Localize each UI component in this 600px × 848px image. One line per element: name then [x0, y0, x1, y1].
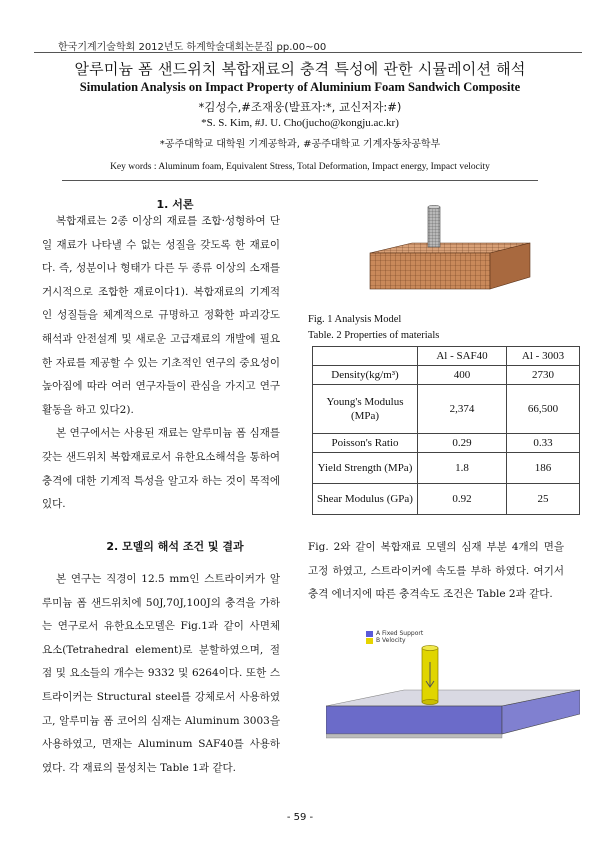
table-cell: 2730	[507, 366, 580, 385]
table-cell: 66,500	[507, 385, 580, 434]
table-header-cell: Al - SAF40	[418, 347, 507, 366]
intro-paragraph-1: 복합재료는 2종 이상의 재료를 조합·성형하여 단일 재료가 나타낼 수 없는 성질을 갖도록 한 재료이다. 즉, 성분이나 형태가 다른 두 종류 이상의 소재를 거시적으로 조합한 재료이다1). 복합재료의 기계적인 성질들을 체계적으로 규명하고 정확한 파괴강도 해석과 안전설계 및 새로운 고급재료의 개발에 필요한 자료를 제공할 수 있는 기초적인 연구의 중요성이 높아짐에 따라 여러 연구자들이 관심을 가지고 연구 활동을 하고 있다2).	[42, 215, 280, 416]
figure-1-analysis-model	[330, 205, 570, 305]
table-row-label: Poisson's Ratio	[313, 434, 418, 453]
intro-body	[42, 210, 280, 517]
page-number: - 59 -	[286, 812, 314, 823]
right-column-body	[308, 536, 564, 607]
table-cell: 0.33	[507, 434, 580, 453]
figure-1-caption: Fig. 1 Analysis Model	[308, 314, 402, 325]
panel-front-face	[370, 253, 490, 289]
table-row	[313, 366, 580, 385]
table-cell: 2,374	[418, 385, 507, 434]
legend-letter: B	[376, 637, 381, 644]
table-row	[313, 385, 580, 434]
table-row	[313, 484, 580, 515]
table-row	[313, 453, 580, 484]
authors-english: *S. S. Kim, #J. U. Cho(jucho@kongju.ac.kr)	[201, 117, 399, 129]
title-english: Simulation Analysis on Impact Property of Aluminium Foam Sandwich Composite	[79, 80, 521, 94]
table-cell: 0.92	[418, 484, 507, 515]
legend-swatch	[366, 631, 373, 637]
table-row-label: Young's Modulus (MPa)	[313, 385, 418, 434]
intro-paragraph-2: 본 연구에서는 사용된 재료는 알루미늄 폼 심재를 갖는 샌드위치 복합재료로서 유한요소해석을 통하여 충격에 대한 기계적 특성을 알고자 하는 것이 목적에 있다.	[42, 427, 280, 511]
table-cell: 400	[418, 366, 507, 385]
header-rule	[34, 52, 582, 53]
legend-label: Fixed Support	[382, 630, 424, 637]
keywords-rule	[62, 180, 538, 181]
properties-table	[312, 346, 580, 515]
figure-2-boundary-conditions	[326, 640, 580, 756]
striker-top	[428, 205, 440, 209]
keywords: Key words : Aluminum foam, Equivalent Stress, Total Deformation, Impact energy, Impact velocity	[110, 162, 490, 172]
title-korean: 알루미늄 폼 샌드위치 복합재료의 충격 특성에 관한 시뮬레이션 해석	[74, 60, 526, 78]
table-row	[313, 434, 580, 453]
table-header-cell	[313, 347, 418, 366]
table-header-cell: Al - 3003	[507, 347, 580, 366]
legend-letter: A	[376, 630, 381, 637]
table-cell: 25	[507, 484, 580, 515]
table-row-label: Density(kg/m³)	[313, 366, 418, 385]
model-paragraph-1: 본 연구는 직경이 12.5 mm인 스트라이커가 알루미늄 폼 샌드위치에 50J,70J,100J의 충격을 가하는 연구로서 유한요소모델은 Fig.1과 같이 사면체 요소(Tetrahedral element)로 분할하였으며, 절점 및 요소들의 개수는 9332 및 6264이다. 또한 스트라이커는 Structural steel를 강체로서 사용하였고, 알루미늄 폼 코어의 심재는 Aluminum 3003을 사용하였고, 면재는 Aluminum SAF40를 사용하였다. 각 재료의 물성치는 Table 1과 같다.	[42, 573, 280, 774]
table-cell: 186	[507, 453, 580, 484]
legend-label: Velocity	[382, 637, 406, 644]
authors-korean: *김성수,#조재웅(발표자:*, 교신저자:#)	[198, 100, 402, 114]
affiliation: *공주대학교 대학원 기계공학과, #공주대학교 기계자동차공학부	[159, 139, 441, 150]
table-cell: 0.29	[418, 434, 507, 453]
table-caption: Table. 2 Properties of materials	[308, 330, 440, 341]
table-row-label: Yield Strength (MPa)	[313, 453, 418, 484]
plate-front-face	[326, 706, 502, 734]
section-heading-intro: 1. 서론	[156, 198, 194, 211]
section-heading-model: 2. 모델의 해석 조건 및 결과	[106, 540, 244, 553]
proceedings-header: 한국기계기술학회 2012년도 하계학술대회논문집 pp.00~00	[58, 42, 327, 53]
legend-item-fixed-support	[366, 630, 423, 637]
model-body	[42, 568, 280, 780]
table-row-label: Shear Modulus (GPa)	[313, 484, 418, 515]
right-paragraph: Fig. 2와 같이 복합재료 모델의 심재 부분 4개의 면을 고정 하였고, 스트라이커에 속도를 부하 하였다. 여기서 충격 에너지에 따른 충격속도 조건은 Table 2과 같다.	[308, 541, 564, 601]
table-cell: 1.8	[418, 453, 507, 484]
table-header-row	[313, 347, 580, 366]
striker-cylinder	[428, 207, 440, 247]
